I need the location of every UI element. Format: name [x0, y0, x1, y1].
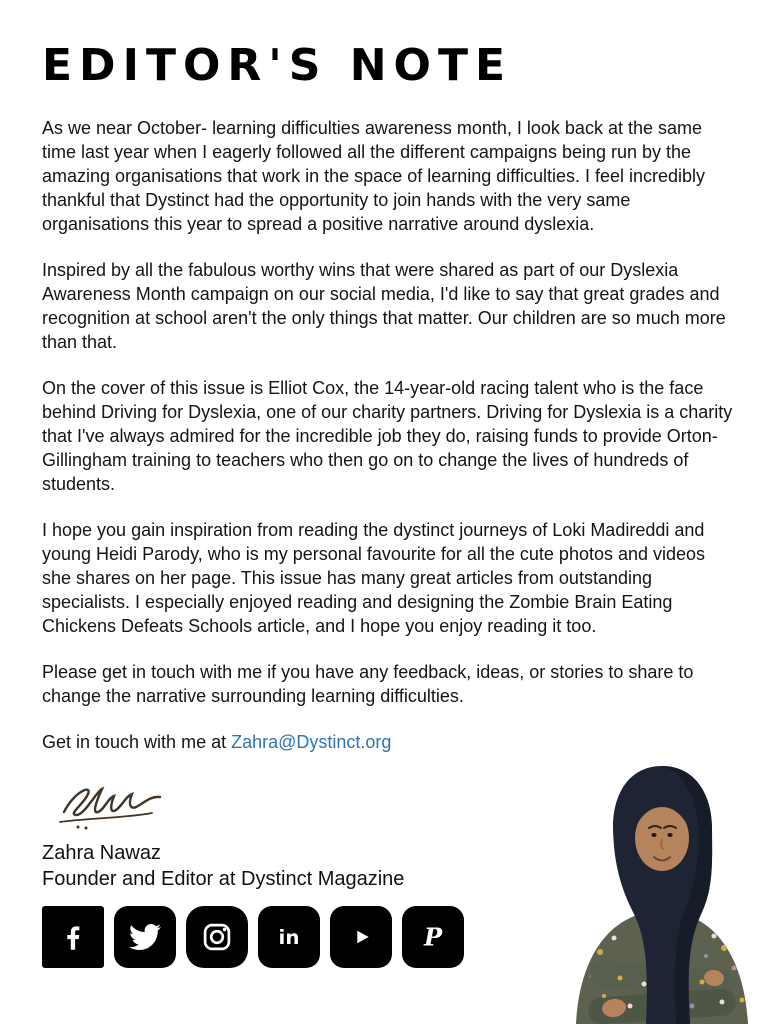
youtube-icon[interactable]	[330, 906, 392, 968]
page-title: EDITOR'S NOTE	[42, 40, 513, 91]
author-role: Founder and Editor at Dystinct Magazine	[42, 868, 405, 891]
body-paragraph: I hope you gain inspiration from reading the dystinct journeys of Loki Madireddi and young Heidi Parody, who is my personal favourite for all the cute photos and videos she shares on her page. This issue has many great articles from outstanding specialists. I especially enjoyed reading and designing the Zombie Brain Eating Chickens Defeats Schools article, and I hope you enjoy reading it too.	[42, 520, 706, 637]
body-paragraph: Please get in touch with me if you have any feedback, ideas, or stories to share to change the narrative surrounding learning difficulties.	[42, 662, 694, 707]
linkedin-icon[interactable]	[258, 906, 320, 968]
facebook-glyph	[56, 920, 90, 954]
body-paragraph: On the cover of this issue is Elliot Cox, the 14-year-old racing talent who is the face behind Driving for Dyslexia, one of our charity partners. Driving for Dyslexia is a charity that I've always admired for the incredible job they do, raising funds to provide Orton-Gillingham training to teachers who then go on to change the lives of hundreds of students.	[42, 378, 733, 495]
contact-row	[42, 730, 734, 754]
signature-image	[48, 776, 178, 834]
contact-text: Get in touch with me at	[42, 732, 232, 753]
pinterest-glyph	[416, 920, 450, 954]
pinterest-icon[interactable]	[402, 906, 464, 968]
svg-text:in: in	[278, 926, 300, 950]
svg-text:P: P	[423, 922, 443, 952]
editor-letter	[42, 116, 734, 754]
instagram-glyph	[200, 920, 234, 954]
body-paragraph: As we near October- learning difficulties awareness month, I look back at the same time last year when I eagerly followed all the different campaigns being run by the amazing organisations that work in the space of learning difficulties. I feel incredibly thankful that Dystinct had the opportunity to join hands with the very same organisations this year to spread a positive narrative around dyslexia.	[42, 118, 706, 235]
youtube-glyph	[344, 920, 378, 954]
instagram-icon[interactable]	[186, 906, 248, 968]
twitter-icon[interactable]	[114, 906, 176, 968]
email-link[interactable]: Zahra@Dystinct.org	[231, 732, 392, 753]
author-name: Zahra Nawaz	[42, 842, 161, 865]
twitter-glyph	[129, 921, 161, 953]
facebook-icon[interactable]	[42, 906, 104, 968]
body-paragraph: Inspired by all the fabulous worthy wins that were shared as part of our Dyslexia Awareness Month campaign on our social media, I'd like to say that great grades and recognition at school aren't the only things that matter. Our children are so much more than that.	[42, 260, 726, 353]
linkedin-glyph	[272, 920, 306, 954]
editor-photo	[556, 756, 768, 1024]
